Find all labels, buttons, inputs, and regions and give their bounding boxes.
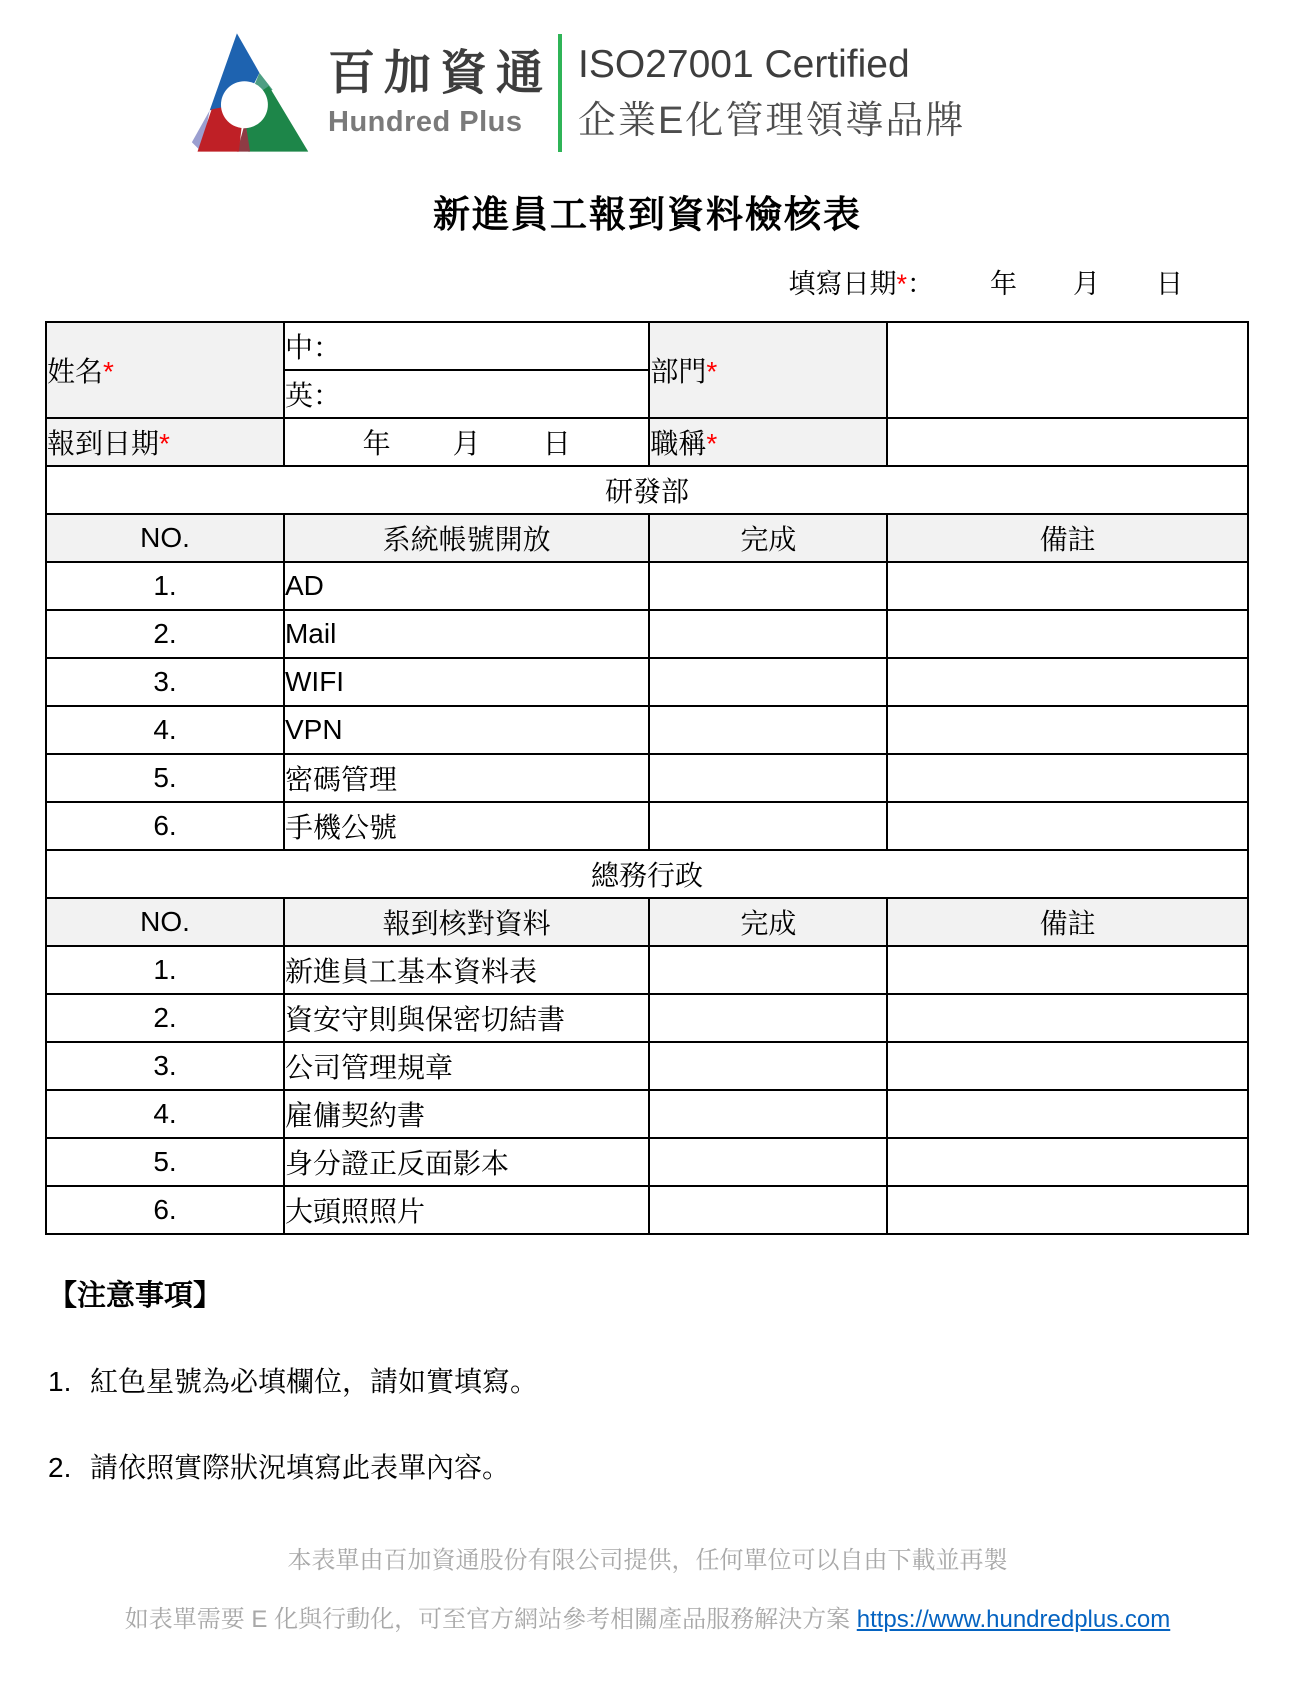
row-complete-cell <box>649 1138 887 1186</box>
row-complete-cell <box>649 610 887 658</box>
row-item-cell: 公司管理規章 <box>284 1042 649 1090</box>
header-divider <box>558 34 562 152</box>
row-item-cell: 身分證正反面影本 <box>284 1138 649 1186</box>
website-link[interactable]: https://www.hundredplus.com <box>856 1606 1171 1633</box>
hundred-plus-triangle-logo-icon <box>190 28 312 158</box>
page-header <box>190 28 1295 158</box>
company-name-zh: 百加資通 <box>328 45 552 99</box>
note-text: 請依照實際狀況填寫此表單內容。 <box>90 1452 511 1483</box>
table-header-row-rd <box>46 514 1248 562</box>
notes-heading: 【注意事項】 <box>48 1280 223 1312</box>
footer-provider-text: 本表單由百加資通股份有限公司提供，任何單位可以自由下載並再製 <box>287 1547 1008 1574</box>
notes-section <box>48 1273 1250 1486</box>
name-en-field: 英： <box>284 370 649 418</box>
row-complete-cell <box>649 946 887 994</box>
name-label-cell: 姓名* <box>46 322 284 418</box>
section-title-admin: 總務行政 <box>46 850 1248 898</box>
report-date-label-cell: 報到日期* <box>46 418 284 466</box>
checklist-row <box>46 658 1248 706</box>
checklist-row <box>46 1042 1248 1090</box>
info-row-report-date <box>46 418 1248 466</box>
row-number-cell: 2. <box>46 994 284 1042</box>
job-title-field <box>887 418 1248 466</box>
row-number-cell: 3. <box>46 658 284 706</box>
row-complete-cell <box>649 802 887 850</box>
page-footer <box>0 1540 1295 1634</box>
row-item-cell: 大頭照照片 <box>284 1186 649 1234</box>
col-header-remarks: 備註 <box>887 898 1248 946</box>
col-header-complete: 完成 <box>649 898 887 946</box>
document-title: 新進員工報到資料檢核表 <box>433 194 862 235</box>
row-remarks-cell <box>887 1042 1248 1090</box>
row-number-cell: 5. <box>46 754 284 802</box>
row-number-cell: 5. <box>46 1138 284 1186</box>
col-header-no: NO. <box>46 514 284 562</box>
department-field <box>887 322 1248 418</box>
checklist-row <box>46 994 1248 1042</box>
checklist-row <box>46 706 1248 754</box>
row-complete-cell <box>649 658 887 706</box>
row-remarks-cell <box>887 1138 1248 1186</box>
company-name-en: Hundred Plus <box>328 106 523 139</box>
row-complete-cell <box>649 994 887 1042</box>
row-remarks-cell <box>887 610 1248 658</box>
company-tagline: 企業E化管理領導品牌 <box>578 99 966 142</box>
iso-certified-text: ISO27001 Certified <box>578 42 910 86</box>
col-header-no: NO. <box>46 898 284 946</box>
fill-date-line: 填寫日期*： 年 月 日 <box>0 262 1183 301</box>
row-item-cell: 手機公號 <box>284 802 649 850</box>
row-item-cell: 新進員工基本資料表 <box>284 946 649 994</box>
row-remarks-cell <box>887 562 1248 610</box>
required-asterisk: * <box>706 428 718 459</box>
job-title-label-cell: 職稱* <box>649 418 887 466</box>
row-remarks-cell <box>887 802 1248 850</box>
note-number: 2. <box>48 1452 72 1483</box>
row-number-cell: 2. <box>46 610 284 658</box>
footer-cta-text: 如表單需要 E 化與行動化，可至官方網站參考相關產品服務解決方案 <box>124 1606 857 1633</box>
row-complete-cell <box>649 562 887 610</box>
note-item <box>48 1360 1250 1400</box>
checklist-row <box>46 1138 1248 1186</box>
checklist-row <box>46 754 1248 802</box>
note-text: 紅色星號為必填欄位，請如實填寫。 <box>90 1366 539 1397</box>
col-header-item: 報到核對資料 <box>284 898 649 946</box>
row-complete-cell <box>649 706 887 754</box>
required-asterisk: * <box>896 269 907 299</box>
footer-cta-line <box>0 1599 1295 1634</box>
company-name-block <box>328 47 552 140</box>
row-number-cell: 3. <box>46 1042 284 1090</box>
row-item-cell: AD <box>284 562 649 610</box>
row-remarks-cell <box>887 946 1248 994</box>
fill-date-month: 月 <box>1073 269 1100 299</box>
required-asterisk: * <box>159 428 170 459</box>
row-remarks-cell <box>887 1186 1248 1234</box>
header-tagline-block <box>578 43 965 144</box>
row-item-cell: 資安守則與保密切結書 <box>284 994 649 1042</box>
col-header-remarks: 備註 <box>887 514 1248 562</box>
note-item <box>48 1446 1250 1486</box>
section-row-admin <box>46 850 1248 898</box>
row-number-cell: 1. <box>46 946 284 994</box>
row-number-cell: 4. <box>46 706 284 754</box>
row-number-cell: 6. <box>46 1186 284 1234</box>
col-header-complete: 完成 <box>649 514 887 562</box>
note-number: 1. <box>48 1366 72 1397</box>
row-item-cell: VPN <box>284 706 649 754</box>
info-row-name <box>46 322 1248 370</box>
row-item-cell: WIFI <box>284 658 649 706</box>
row-item-cell: Mail <box>284 610 649 658</box>
row-remarks-cell <box>887 994 1248 1042</box>
section-row-rd <box>46 466 1248 514</box>
fill-date-year: 年 <box>990 269 1017 299</box>
row-remarks-cell <box>887 1090 1248 1138</box>
checklist-row <box>46 802 1248 850</box>
department-label-cell: 部門* <box>649 322 887 418</box>
section-title-rd: 研發部 <box>46 466 1248 514</box>
row-item-cell: 密碼管理 <box>284 754 649 802</box>
row-remarks-cell <box>887 706 1248 754</box>
row-item-cell: 雇傭契約書 <box>284 1090 649 1138</box>
row-remarks-cell <box>887 658 1248 706</box>
row-number-cell: 4. <box>46 1090 284 1138</box>
row-number-cell: 6. <box>46 802 284 850</box>
name-zh-field: 中： <box>284 322 649 370</box>
checklist-row <box>46 1186 1248 1234</box>
checklist-row <box>46 1090 1248 1138</box>
row-complete-cell <box>649 1090 887 1138</box>
required-asterisk: * <box>103 356 114 387</box>
checklist-row <box>46 562 1248 610</box>
fill-date-label: 填寫日期 <box>788 269 897 299</box>
col-header-item: 系統帳號開放 <box>284 514 649 562</box>
report-date-field: 年 月 日 <box>284 418 649 466</box>
checklist-row <box>46 946 1248 994</box>
row-complete-cell <box>649 1042 887 1090</box>
fill-date-day: 日 <box>1156 269 1183 299</box>
row-remarks-cell <box>887 754 1248 802</box>
required-asterisk: * <box>706 356 718 387</box>
row-number-cell: 1. <box>46 562 284 610</box>
checklist-row <box>46 610 1248 658</box>
checklist-table <box>45 321 1249 1235</box>
row-complete-cell <box>649 1186 887 1234</box>
table-header-row-admin <box>46 898 1248 946</box>
row-complete-cell <box>649 754 887 802</box>
